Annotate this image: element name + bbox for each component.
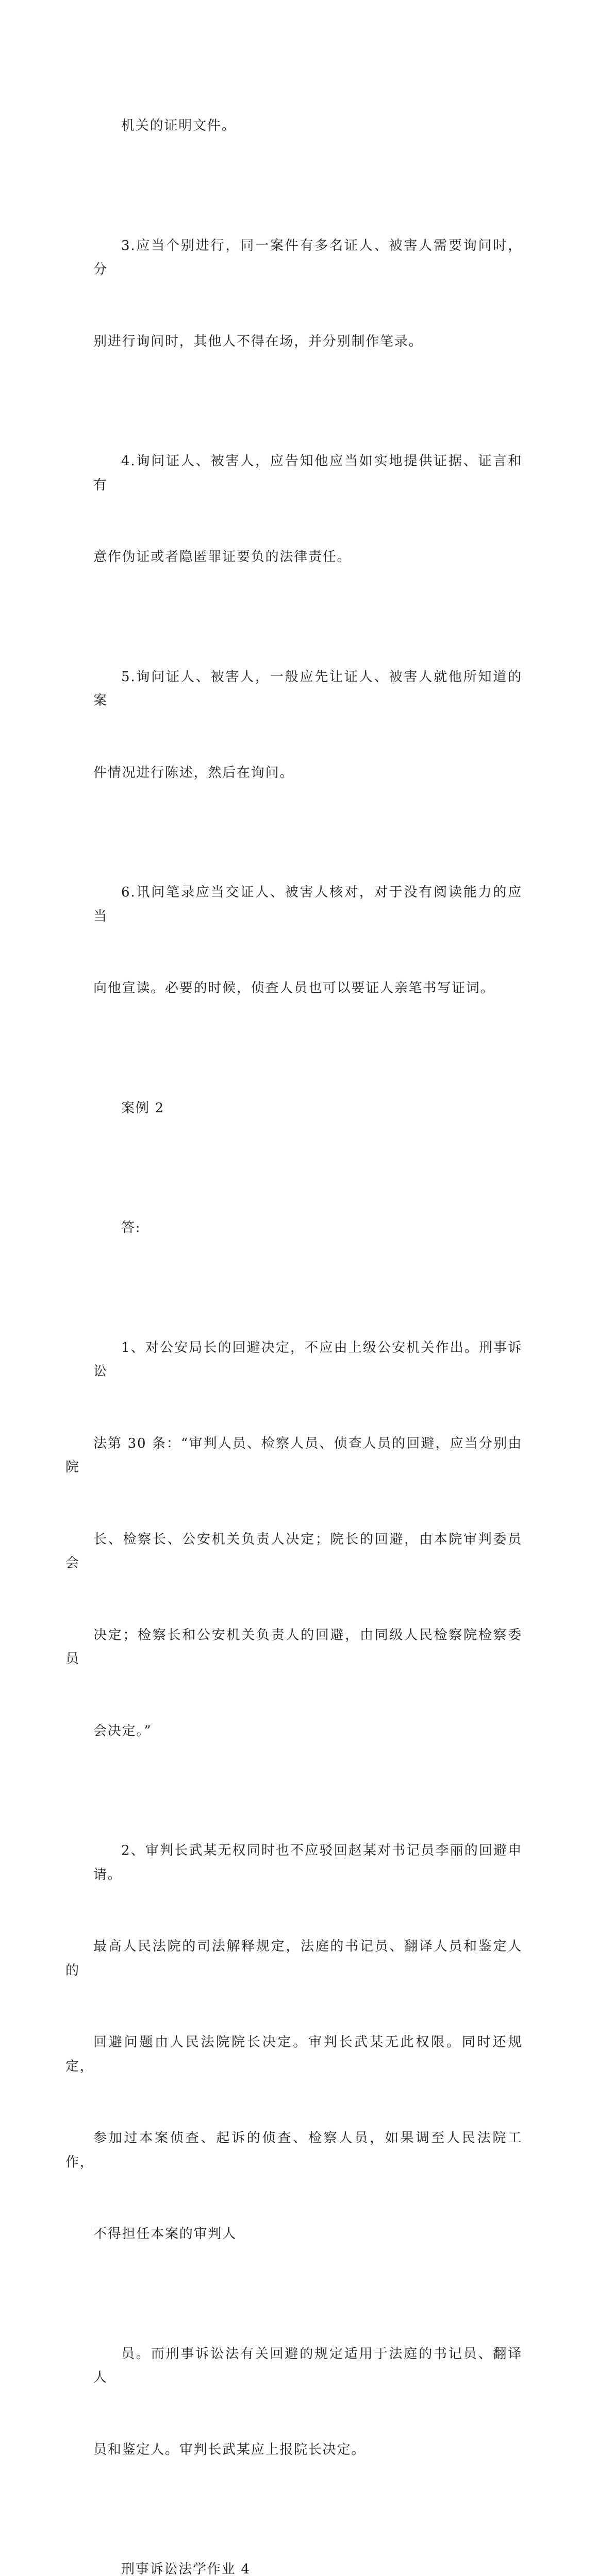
text-line: 意作伪证或者隐匿罪证要负的法律责任。	[93, 549, 352, 565]
text-line: 员和鉴定人。审判长武某应上报院长决定。	[93, 2442, 366, 2458]
text-line: 3.应当个别进行，同一案件有多名证人、被害人需要询问时，分	[93, 238, 522, 277]
text-line: 1、对公安局长的回避决定，不应由上级公安机关作出。刑事诉讼	[93, 1340, 522, 1379]
text-line: 回避问题由人民法院院长决定。审判长武某无此权限。同时还规定，	[65, 2035, 522, 2074]
text-line: 别进行询问时，其他人不得在场，并分别制作笔录。	[93, 333, 423, 349]
text-line: 员。而刑事诉讼法有关回避的规定适用于法庭的书记员、翻译人	[93, 2346, 522, 2385]
text-line: 6.讯问笔录应当交证人、被害人核对，对于没有阅读能力的应当	[93, 885, 522, 924]
heading-assignment-4	[93, 2510, 522, 2576]
text-line: 5.询问证人、被害人，一般应先让证人、被害人就他所知道的案	[93, 669, 522, 708]
paragraph-item-4	[93, 401, 522, 617]
paragraph-item-6	[93, 833, 522, 1048]
answer-label	[93, 1168, 522, 1288]
text-line: 件情况进行陈述，然后在询问。	[93, 765, 294, 781]
paragraph-answer-2	[65, 1791, 522, 2294]
text-line: 2、审判长武某无权同时也不应驳回赵某对书记员李丽的回避申请。	[93, 1843, 522, 1883]
text-line: 机关的证明文件。	[121, 118, 236, 133]
heading-case-2	[93, 1048, 522, 1168]
text-line: 参加过本案侦查、起诉的侦查、检察人员，如果调至人民法院工作，	[65, 2130, 522, 2170]
text-line: 最高人民法院的司法解释规定，法庭的书记员、翻译人员和鉴定人的	[65, 1939, 522, 1978]
paragraph-item-5	[93, 617, 522, 833]
text-line: 案例 2	[121, 1100, 165, 1116]
text-line: 不得担任本案的审判人	[93, 2226, 237, 2242]
paragraph-answer-2-continued	[93, 2294, 522, 2510]
text-line: 答:	[121, 1220, 141, 1235]
paragraph-answer-1	[65, 1288, 522, 1791]
paragraph-item-3	[93, 186, 522, 402]
text-line: 法第 30 条：“审判人员、检察人员、侦查人员的回避，应当分别由院	[65, 1435, 522, 1475]
text-line: 刑事诉讼法学作业 4	[121, 2562, 251, 2576]
text-line: 向他宣读。必要的时候，侦查人员也可以要证人亲笔书写证词。	[93, 980, 495, 996]
text-line: 决定；检察长和公安机关负责人的回避，由同级人民检察院检察委员	[65, 1627, 522, 1667]
text-line: 4.询问证人、被害人，应告知他应当如实地提供证据、证言和有	[93, 453, 522, 493]
text-line: 会决定。”	[93, 1723, 152, 1739]
text-line: 长、检察长、公安机关负责人决定；院长的回避，由本院审判委员会	[65, 1531, 522, 1571]
document-body	[65, 66, 522, 2576]
paragraph-certificate-docs	[93, 66, 522, 186]
